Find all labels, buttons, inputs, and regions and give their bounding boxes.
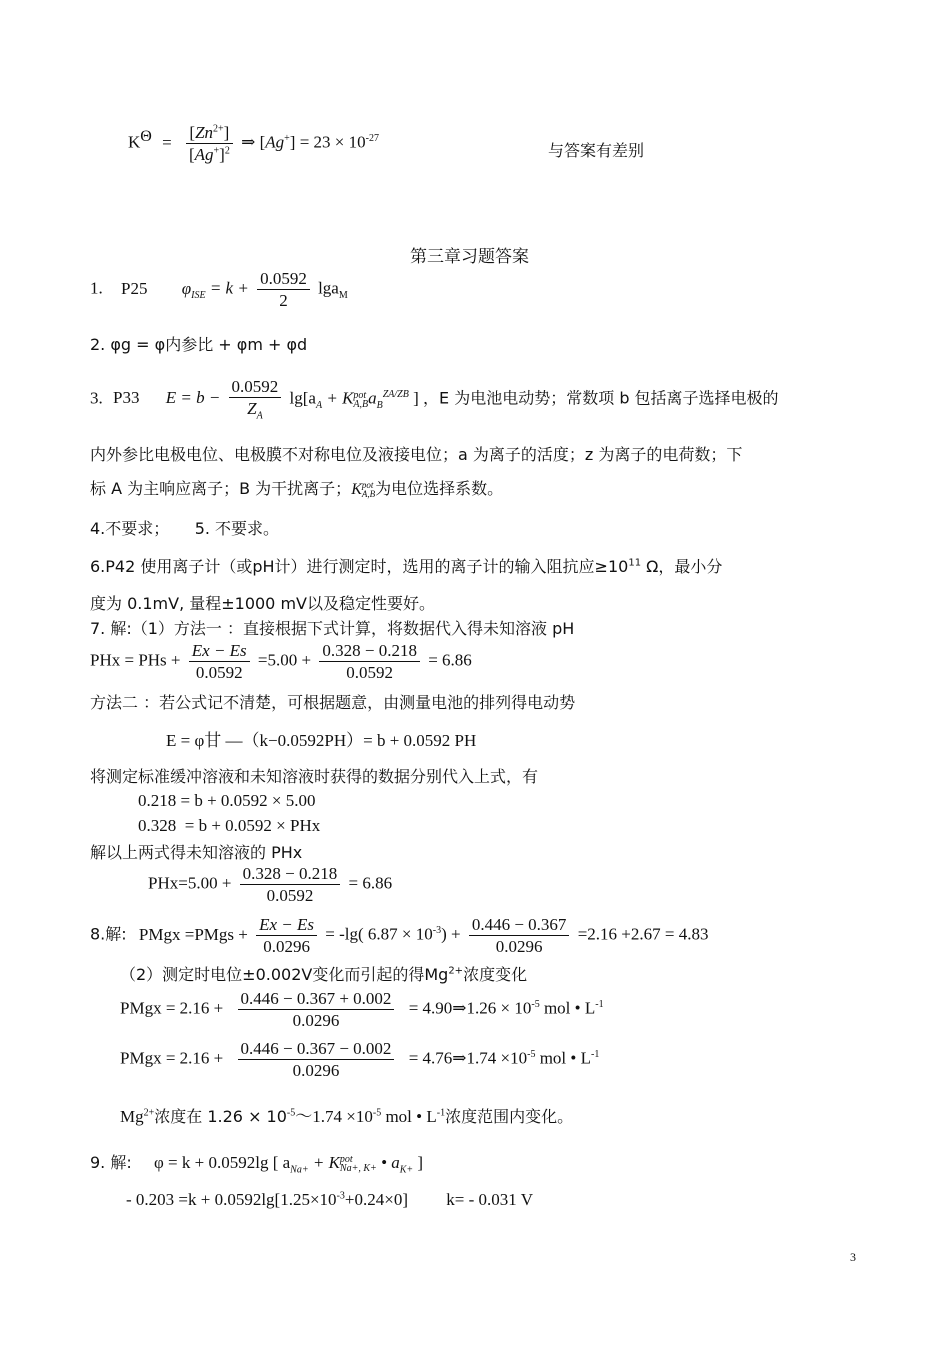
- q3-page: P33: [113, 388, 140, 408]
- q7-solve: 解以上两式得未知溶液的 PHx: [90, 843, 303, 862]
- q8-a-exp: -5: [531, 999, 540, 1010]
- q8-conc-d: mol • L: [381, 1107, 437, 1126]
- q6-line1a: 6.P42 使用离子计（或pH计）进行测定时，选用的离子计的输入阻抗应≥10: [90, 557, 629, 576]
- q7-formula1: [90, 640, 472, 684]
- q9-result: k= - 0.031 V: [446, 1190, 533, 1209]
- theta-symbol: Θ: [140, 128, 152, 145]
- q8-conc-mg: Mg: [120, 1107, 144, 1126]
- q8-conc-e1: -5: [286, 1107, 296, 1119]
- q8-part2-text: （2）测定时电位±0.002V变化而引起的得Mg: [120, 965, 449, 984]
- q7-sub-line: 将测定标准缓冲溶液和未知溶液时获得的数据分别代入上式，有: [90, 767, 539, 786]
- q3-k-sup: pot: [353, 389, 367, 401]
- q3-den: Z: [247, 399, 257, 419]
- ag-conc-charge: +: [284, 133, 290, 144]
- q8-a-uexp: -1: [595, 999, 604, 1010]
- q1-label: 1.: [90, 278, 103, 298]
- q3-plus-k: + K: [326, 388, 354, 408]
- q3-log: lg[a: [289, 388, 316, 408]
- q2-label: 2.: [90, 335, 106, 354]
- q1-tail: lga: [318, 278, 339, 298]
- ag-label: Ag: [194, 145, 214, 165]
- q9-line2exp: -3: [336, 1190, 345, 1202]
- q8-den2: 0.0296: [495, 937, 543, 957]
- q3-fraction: [229, 376, 282, 423]
- q8-b-den: 0.0296: [292, 1061, 340, 1081]
- q8-b-lhs: PMgx = 2.16 +: [120, 1048, 224, 1068]
- q8-mid-exp: -3: [432, 925, 442, 936]
- q7-f1-num: Ex − Es: [189, 640, 250, 662]
- q3-close: ]: [413, 388, 419, 408]
- q3-desc3: [90, 476, 503, 499]
- q1-fraction: [257, 268, 310, 312]
- q3-desc3k: K: [351, 481, 362, 498]
- q9-sub2: K+: [399, 1164, 414, 1176]
- q7-eq2: 0.328 = b + 0.0592 × PHx: [138, 816, 321, 835]
- q3-a2-sub: B: [376, 399, 383, 411]
- q6-line2: 度为 0.1mV, 量程±1000 mV以及稳定性要好。: [90, 594, 435, 613]
- q7-f1-frac2: [319, 640, 420, 684]
- ag-power: 2: [224, 145, 230, 157]
- q7-f1-num2: 0.328 − 0.218: [319, 640, 420, 662]
- question-1: [90, 268, 348, 312]
- k-fraction: $\frac{[Zn^{2+}]}{[Ag^+]^2}$: [186, 122, 233, 166]
- zn-label: Zn: [195, 123, 214, 142]
- q7-e-equation: E = φ甘 —（k−0.0592PH）= b + 0.0592 PH: [166, 731, 477, 750]
- chapter-title: 第三章习题答案: [410, 247, 529, 267]
- q8-part2: [120, 962, 527, 985]
- q3-desc1: ，E 为电池电动势；常数项 b 包括离子选择电极的: [423, 388, 779, 408]
- q6-line1b: Ω，最小分: [641, 557, 723, 576]
- q7-f1-res: = 6.86: [428, 650, 472, 670]
- q3-den-sub: A: [256, 410, 263, 422]
- answer-note: 与答案有差别: [548, 141, 645, 160]
- k-symbol: K: [128, 132, 141, 152]
- implies-arrow: ⇒: [241, 132, 256, 152]
- q7-f1-den: 0.0592: [195, 663, 243, 683]
- q3-log-sub: A: [315, 399, 323, 411]
- question-6: [90, 554, 722, 577]
- q8-b-exp: -5: [527, 1049, 536, 1060]
- q9-eq: φ = k + 0.0592lg [ a: [154, 1153, 291, 1172]
- q8-label: 8.解:: [90, 924, 127, 944]
- q9-label: 9. 解:: [90, 1153, 132, 1172]
- q7-f1-lhs: PHx = PHs +: [90, 650, 181, 670]
- q8-formula-a: [120, 988, 604, 1032]
- q3-desc3a: 标 A 为主响应离子；B 为干扰离子；: [90, 479, 352, 498]
- question-2: [90, 332, 307, 355]
- q1-den: 2: [279, 291, 288, 311]
- q7-f2-den: 0.0592: [266, 886, 314, 906]
- question-3: [90, 376, 779, 423]
- q8-b-unit: mol • L: [535, 1048, 591, 1068]
- k-result: = 23 × 10: [299, 132, 366, 152]
- question-4-5: 4.不要求； 5. 不要求。: [90, 519, 280, 538]
- q8-b-res: = 4.76⇒1.74 ×10: [408, 1048, 528, 1068]
- q9-close: ]: [413, 1153, 424, 1172]
- q9-dot: • a: [376, 1153, 400, 1172]
- q8-part2b: 浓度变化: [463, 965, 528, 984]
- q2-text: φg = φ内参比 + φm + φd: [110, 335, 308, 354]
- q3-desc2: 内外参比电极电位、电极膜不对称电位及液接电位；a 为离子的活度；z 为离子的电荷数；下: [90, 445, 743, 464]
- q9-k-sub: Na+, K+: [339, 1163, 377, 1175]
- q7-f2-lhs: PHx=5.00 +: [148, 873, 232, 893]
- q7-f2-frac: [240, 863, 341, 907]
- zn-charge: 2+: [213, 123, 224, 135]
- q8-a-den: 0.0296: [292, 1011, 340, 1031]
- q9-k-sup: pot: [339, 1154, 353, 1166]
- q8-b-num: 0.446 − 0.367 − 0.002: [238, 1038, 395, 1060]
- q3-desc3b: 为电位选择系数。: [375, 479, 504, 498]
- q1-tail-sub: M: [338, 290, 348, 302]
- page-number: 3: [850, 1250, 856, 1264]
- q3-a2: a: [368, 388, 377, 408]
- q8-lhs: PMgx =PMgs +: [138, 924, 248, 944]
- q8-a-lhs: PMgx = 2.16 +: [120, 998, 224, 1018]
- q7-f2-res: = 6.86: [348, 873, 393, 893]
- q8-mid: = -lg( 6.87 × 10: [325, 924, 433, 944]
- q3-desc3-k-sup: pot: [361, 479, 374, 490]
- q8-conc-b: 浓度在 1.26 × 10: [154, 1107, 287, 1126]
- ag-conc: Ag: [265, 132, 285, 152]
- k-equation: $K^\Theta$ = $\frac{[Zn^{2+}]}{[Ag^+]^2}$ ⇒ $[Ag^+] = 23 \times 10^{-27}$: [128, 123, 379, 165]
- q1-page: P25: [121, 278, 148, 298]
- q8-formula-b: [120, 1038, 599, 1082]
- q8-part2-sup: 2+: [448, 965, 464, 977]
- q8-mid2: ) +: [441, 924, 461, 944]
- q3-k-sub: A,B: [353, 398, 369, 410]
- q7-method2: 方法二 ：若公式记不清楚，可根据题意，由测量电池的排列得电动势: [90, 693, 576, 712]
- q3-label: 3.: [90, 388, 103, 408]
- q3-a2-sup: ZA/ZB: [382, 388, 409, 400]
- q8-b-uexp: -1: [591, 1049, 600, 1060]
- q1-phi: φ: [181, 278, 192, 298]
- q7-f1-frac: [189, 640, 250, 684]
- q8-res: =2.16 +2.67 = 4.83: [577, 924, 709, 944]
- q9-line2b: +0.24×0]: [344, 1190, 408, 1209]
- q7-f1-mid: =5.00 +: [257, 650, 312, 670]
- q7-formula2: [148, 863, 392, 907]
- q8-a-num: 0.446 − 0.367 + 0.002: [238, 988, 395, 1010]
- k-result-exp: -27: [365, 133, 379, 144]
- q9-line2a: - 0.203 =k + 0.0592lg[1.25×10: [126, 1190, 337, 1209]
- q8-conc-c: ～1.74 ×10: [295, 1107, 373, 1126]
- q8-conc-e2: -5: [372, 1107, 382, 1119]
- q8-b-frac: [238, 1038, 395, 1082]
- q7-eq1: 0.218 = b + 0.0592 × 5.00: [138, 791, 316, 810]
- question-9: [90, 1150, 423, 1175]
- q8-conc-e: 浓度范围内变化。: [445, 1107, 574, 1126]
- q1-phi-sub: ISE: [191, 290, 206, 302]
- q1-mid: = k +: [209, 278, 249, 298]
- q8-num2: 0.446 − 0.367: [469, 914, 570, 936]
- q9-plus-k: + K: [308, 1153, 340, 1172]
- q8-a-unit: mol • L: [539, 998, 596, 1018]
- q7-f2-num: 0.328 − 0.218: [240, 863, 341, 885]
- question-8: [90, 914, 708, 958]
- q1-num: 0.0592: [257, 268, 310, 290]
- q3-desc3-k-sub: A,B: [361, 488, 376, 499]
- q6-exp: 11: [628, 557, 642, 569]
- q8-concentration-range: [120, 1102, 573, 1127]
- q3-lhs: E = b −: [165, 388, 221, 408]
- q8-a-res: = 4.90⇒1.26 × 10: [408, 998, 532, 1018]
- q8-conc-sup: 2+: [143, 1107, 155, 1119]
- q8-den: 0.0296: [263, 937, 310, 957]
- q8-frac1: [256, 914, 317, 958]
- q9-line2: [126, 1190, 533, 1210]
- equals: =: [162, 132, 172, 152]
- q8-a-frac: [238, 988, 395, 1032]
- q7-f1-den2: 0.0592: [346, 663, 394, 683]
- q7-line1: 7. 解:（1）方法一 ：直接根据下式计算，将数据代入得未知溶液 pH: [90, 619, 575, 638]
- q8-frac2: [469, 914, 570, 958]
- q8-num: Ex − Es: [256, 914, 317, 936]
- ag-charge: +: [213, 145, 220, 157]
- q8-conc-e3: -1: [436, 1107, 446, 1119]
- q3-num: 0.0592: [229, 376, 282, 398]
- q9-sub1: Na+: [290, 1164, 309, 1176]
